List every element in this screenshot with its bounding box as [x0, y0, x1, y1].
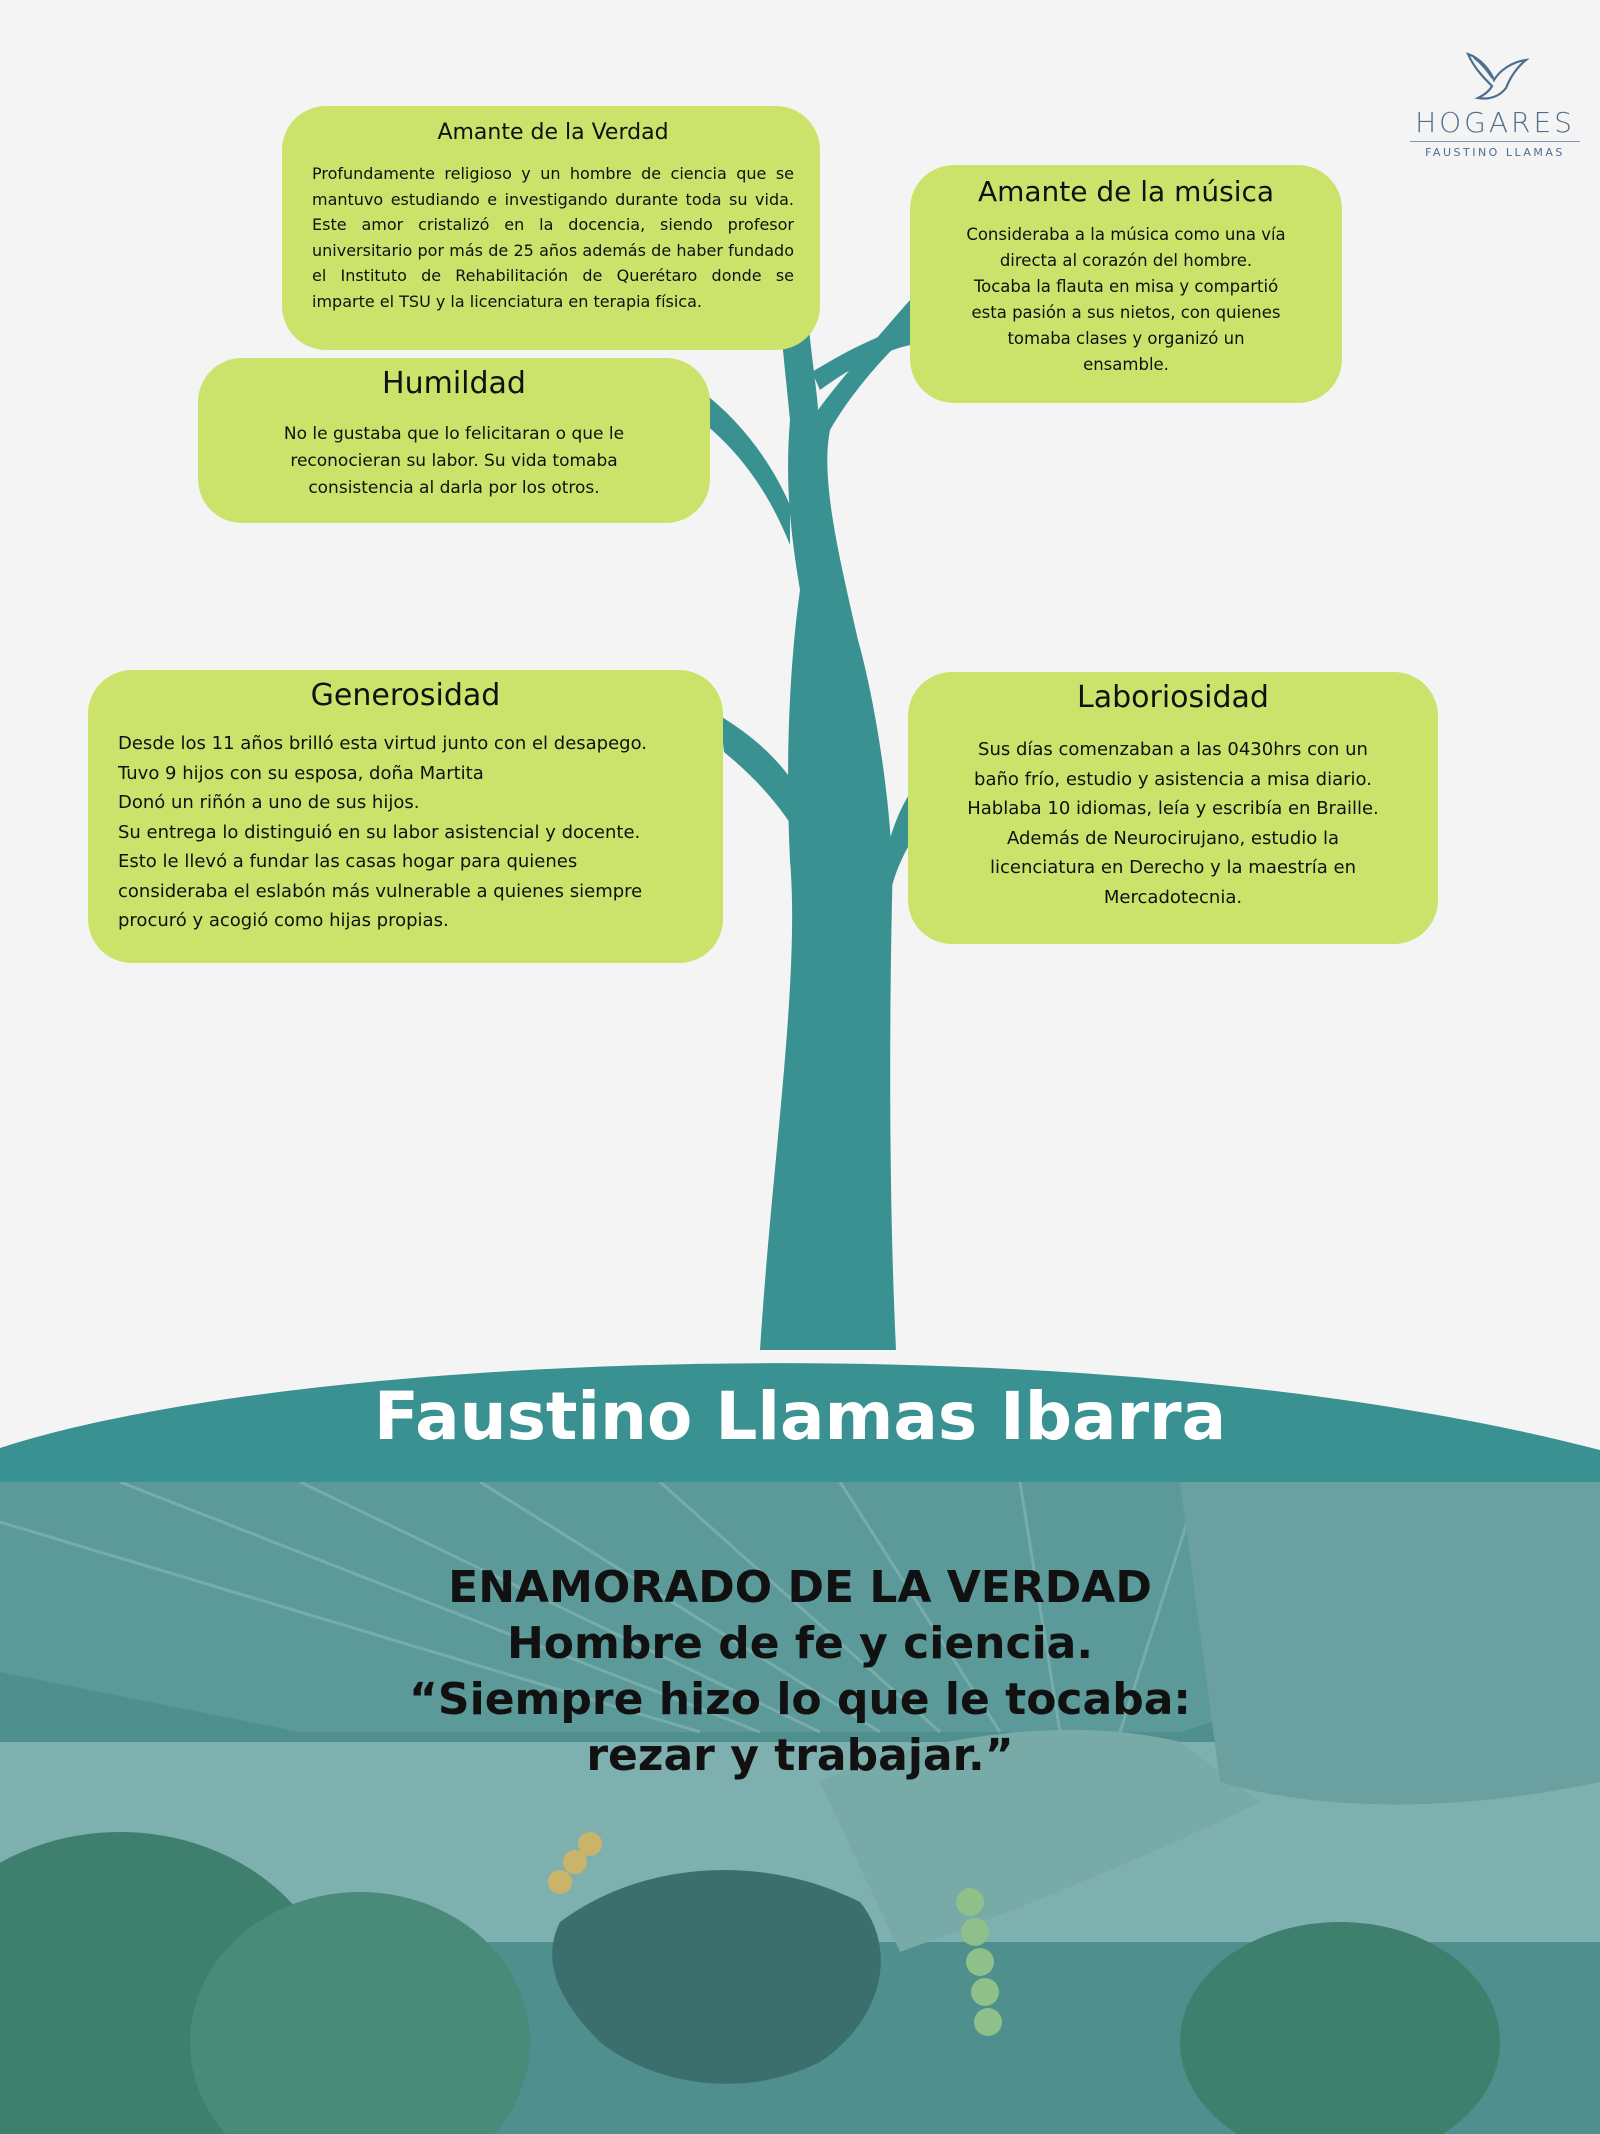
tree-branch	[700, 390, 790, 545]
virtue-card-humildad	[198, 358, 710, 523]
hogares-logo	[1410, 48, 1580, 159]
person-name: Faustino Llamas Ibarra	[373, 1378, 1227, 1455]
virtue-text: Consideraba a la música como una vía directa al corazón del hombre. Tocaba la flauta en misa y compartió esta pasión a sus nietos, con quienes tomaba clases y organizó un ensamble.	[966, 225, 1286, 374]
logo-title: HOGARES	[1415, 106, 1575, 139]
virtue-text: Sus días comenzaban a las 0430hrs con un baño frío, estudio y asistencia a misa diario. Hablaba 10 idiomas, leía y escribía en Braille. Además de Neurocirujano, estudio la licenciatura en Derecho y la maestría en Mercadotecnia.	[967, 739, 1379, 908]
quote-line: “Siempre hizo lo que le tocaba:	[409, 1674, 1191, 1725]
virtue-card-musica	[910, 165, 1342, 403]
virtue-card-laboriosidad	[908, 672, 1438, 944]
virtue-card-verdad	[282, 106, 820, 350]
quote-block	[0, 1560, 1600, 1784]
virtue-title: Generosidad	[310, 678, 501, 713]
virtue-text: Profundamente religioso y un hombre de ciencia que se mantuvo estudiando e investigando durante toda su vida. Este amor cristalizó en la docencia, siendo profesor universitario por más de 25 años además de haber fundado el Instituto de Rehabilitación de Querétaro donde se imparte el TSU y la licenciatura en terapia física.	[312, 164, 794, 311]
quote-line: ENAMORADO DE LA VERDAD	[448, 1562, 1152, 1613]
tree-trunk	[760, 300, 912, 1350]
quote-line: Hombre de fe y ciencia.	[506, 1618, 1094, 1669]
virtue-text: No le gustaba que lo felicitaran o que le reconocieran su labor. Su vida tomaba consistencia al darla por los otros.	[283, 424, 625, 498]
virtue-text: Desde los 11 años brilló esta virtud junto con el desapego. Tuvo 9 hijos con su esposa, doña Martita Donó un riñón a uno de sus hijos. Su entrega lo distinguió en su labor asistencial y docente. Esto le llevó a fundar las casas hogar para quienes consideraba el eslabón más vulnerable a quienes siempre procuró y acogió como hijas propias.	[118, 733, 648, 931]
virtue-title: Amante de la Verdad	[437, 120, 669, 145]
dove-icon	[1460, 48, 1530, 104]
virtue-card-generosidad	[88, 670, 723, 963]
virtue-title: Amante de la música	[977, 175, 1275, 208]
virtue-title: Humildad	[382, 366, 526, 401]
logo-subtitle: FAUSTINO LLAMAS	[1410, 141, 1580, 159]
quote-line: rezar y trabajar.”	[586, 1730, 1014, 1781]
virtue-title: Laboriosidad	[1077, 680, 1269, 715]
